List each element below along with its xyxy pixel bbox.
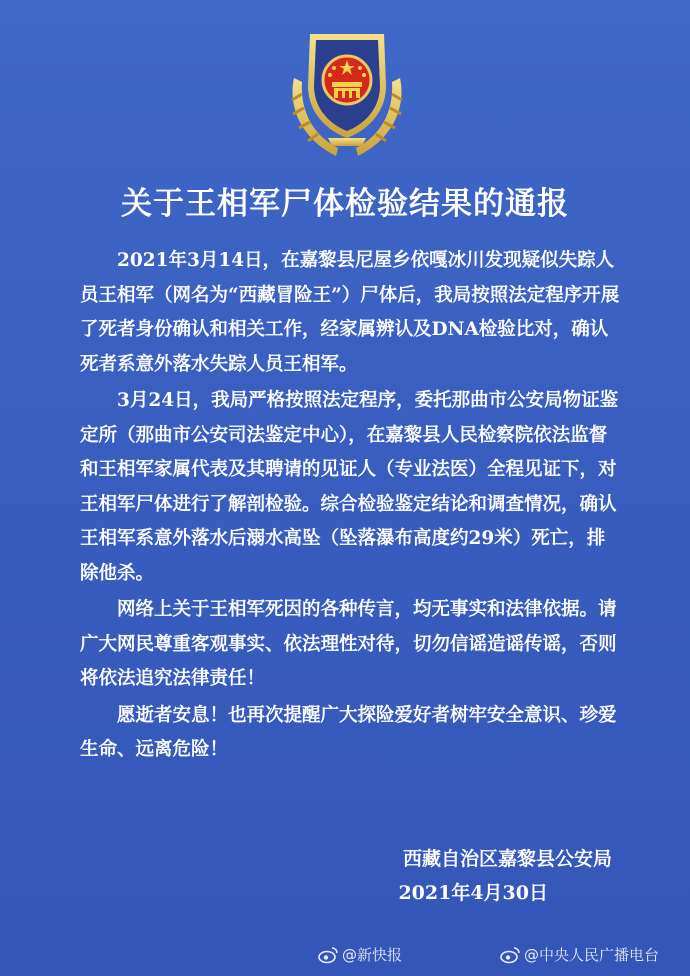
watermark-left (318, 944, 402, 965)
notice-body (80, 244, 620, 770)
watermark-right (500, 944, 659, 965)
paragraph-2: 3月24日，我局严格按照法定程序，委托那曲市公安局物证鉴定所（那曲市公安司法鉴定中心），在嘉黎县人民检察院依法监督和王相军家属代表及其聘请的见证人（专业法医）全程见证下，对王相军尸体进行了解剖检验。综合检验鉴定结论和调查情况，确认王相军系意外落水后溺水高坠（坠落瀑布高度约29米）死亡，排除他杀。 (80, 390, 619, 584)
weibo-icon (318, 946, 338, 964)
paragraph-1: 2021年3月14日，在嘉黎县尼屋乡依嘎冰川发现疑似失踪人员王相军（网名为“西藏冒险王”）尸体后，我局按照法定程序开展了死者身份确认和相关工作，经家属辨认及DNA检验比对，确认死者系意外落水失踪人员王相军。 (80, 250, 620, 375)
paragraph-4: 愿逝者安息！也再次提醒广大探险爱好者树牢安全意识、珍爱生命、远离危险！ (80, 704, 617, 760)
weibo-icon (500, 946, 520, 964)
signature-block (0, 842, 612, 910)
police-badge-icon (272, 14, 422, 164)
watermark-right-text: @中央人民广播电台 (524, 946, 660, 964)
signature-org: 西藏自治区嘉黎县公安局 (402, 848, 612, 870)
watermark-left-text: @新快报 (342, 946, 403, 964)
paragraph-3: 网络上关于王相军死因的各种传言，均无事实和法律依据。请广大网民尊重客观事实、依法理性对待，切勿信谣造谣传谣，否则将依法追究法律责任！ (80, 599, 617, 689)
notice-title: 关于王相军尸体检验结果的通报 (121, 186, 569, 222)
signature-date: 2021年4月30日 (398, 882, 548, 904)
